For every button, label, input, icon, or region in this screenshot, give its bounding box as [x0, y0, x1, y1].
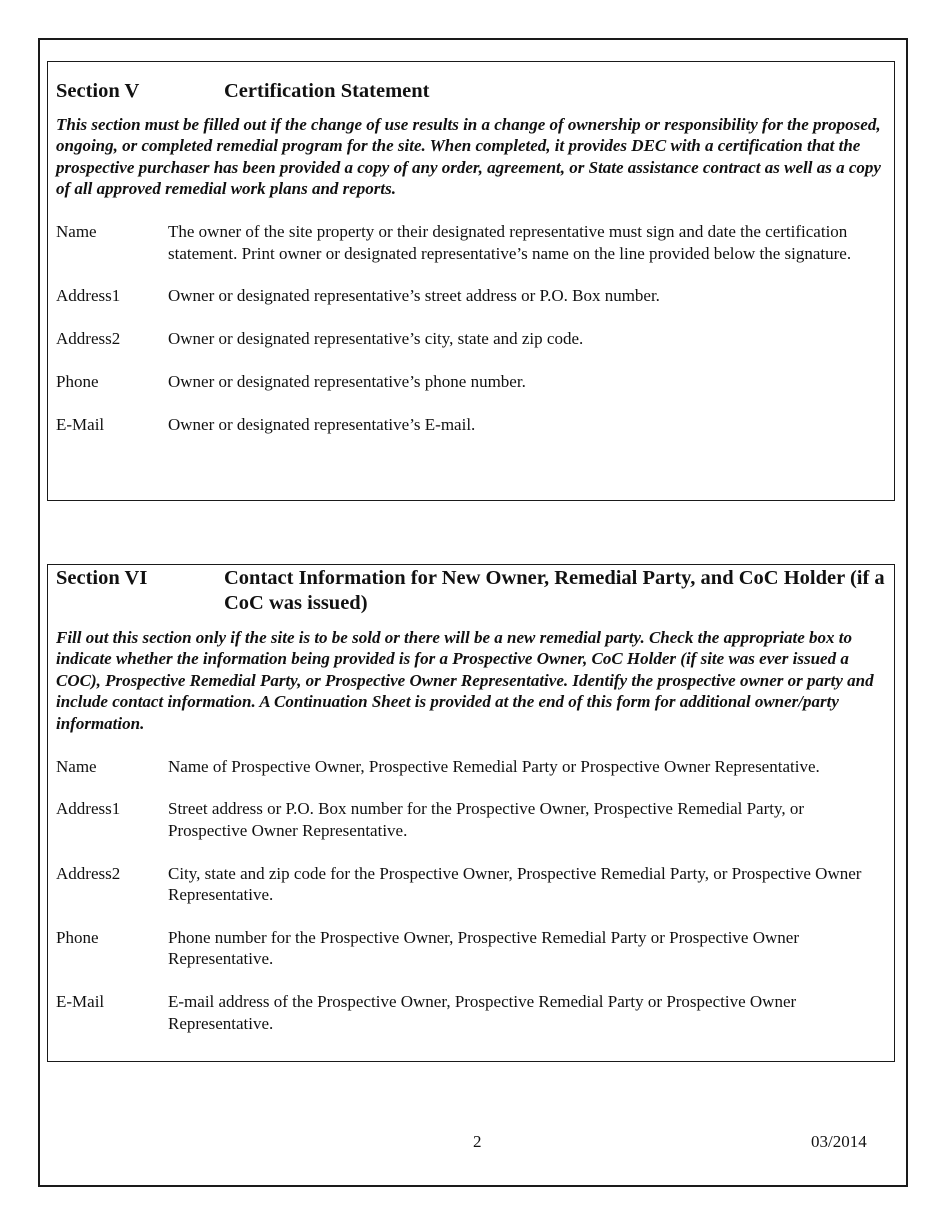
section-number: Section V — [56, 80, 140, 102]
field-label: Phone — [56, 372, 99, 392]
field-label: E-Mail — [56, 415, 105, 435]
field-label: Name — [56, 756, 97, 776]
field-row-address2 — [56, 863, 886, 906]
field-row-phone — [56, 371, 886, 392]
field-description: Owner or designated representative’s city, state and zip code. — [168, 329, 584, 349]
field-label: Address1 — [56, 286, 121, 306]
field-label: Address1 — [56, 799, 121, 819]
field-row-address1 — [56, 285, 886, 306]
field-label: Phone — [56, 928, 99, 948]
section-header — [56, 566, 886, 616]
field-description: Street address or P.O. Box number for the Prospective Owner, Prospective Remedial Party, or Prospective Owner Representative. — [168, 799, 805, 840]
field-row-phone — [56, 927, 886, 970]
field-description: The owner of the site property or their designated representative must sign and date the certification statement. Print owner or designated representative’s name on the line provided below the signature. — [168, 222, 852, 263]
field-description: City, state and zip code for the Prospective Owner, Prospective Remedial Party, or Prospective Owner Representative. — [168, 863, 862, 905]
field-row-name — [56, 221, 886, 264]
field-description: Owner or designated representative’s phone number. — [168, 372, 526, 392]
field-label: Name — [56, 222, 97, 242]
field-row-address1 — [56, 798, 886, 841]
field-row-email — [56, 414, 886, 435]
section-header — [56, 79, 886, 104]
section-title: Certification Statement — [224, 80, 430, 102]
section-v-certification-statement — [47, 61, 895, 501]
field-description: Owner or designated representative’s E-mail. — [168, 415, 476, 435]
field-description: Owner or designated representative’s street address or P.O. Box number. — [168, 286, 660, 306]
section-vi-contact-information — [47, 564, 895, 1062]
field-label: E-Mail — [56, 992, 105, 1012]
field-label: Address2 — [56, 863, 121, 883]
field-description: Name of Prospective Owner, Prospective Remedial Party or Prospective Owner Representative. — [168, 756, 820, 776]
field-label: Address2 — [56, 329, 121, 349]
section-instructions: Fill out this section only if the site is to be sold or there will be a new remedial party. Check the appropriate box to indicate whether the information being provided is for a Prospective Owner, CoC Holder (if site was ever issued a COC), Prospective Remedial Party, or Prospective Owner Representative. Identify the prospective owner or party and include contact information. A Continuation Sheet is provided at the end of this form for additional owner/party information. — [56, 628, 874, 733]
field-description: E-mail address of the Prospective Owner, Prospective Remedial Party or Prospective Owner Representative. — [168, 992, 797, 1033]
revision-date: 03/2014 — [811, 1132, 867, 1151]
page-number: 2 — [473, 1132, 482, 1151]
section-title: Contact Information for New Owner, Remedial Party, and CoC Holder (if a CoC was issued) — [224, 567, 885, 614]
section-instructions: This section must be filled out if the change of use results in a change of ownership or responsibility for the proposed, ongoing, or completed remedial program for the site. When completed, it provides DEC with a certification that the prospective purchaser has been provided a copy of any order, agreement, or State assistance contract as well as a copy of all approved remedial work plans and reports. — [56, 115, 881, 199]
field-row-name — [56, 756, 886, 777]
field-row-email — [56, 991, 886, 1034]
field-row-address2 — [56, 328, 886, 349]
section-number: Section VI — [56, 567, 148, 589]
field-description: Phone number for the Prospective Owner, Prospective Remedial Party or Prospective Owner Representative. — [168, 928, 799, 969]
